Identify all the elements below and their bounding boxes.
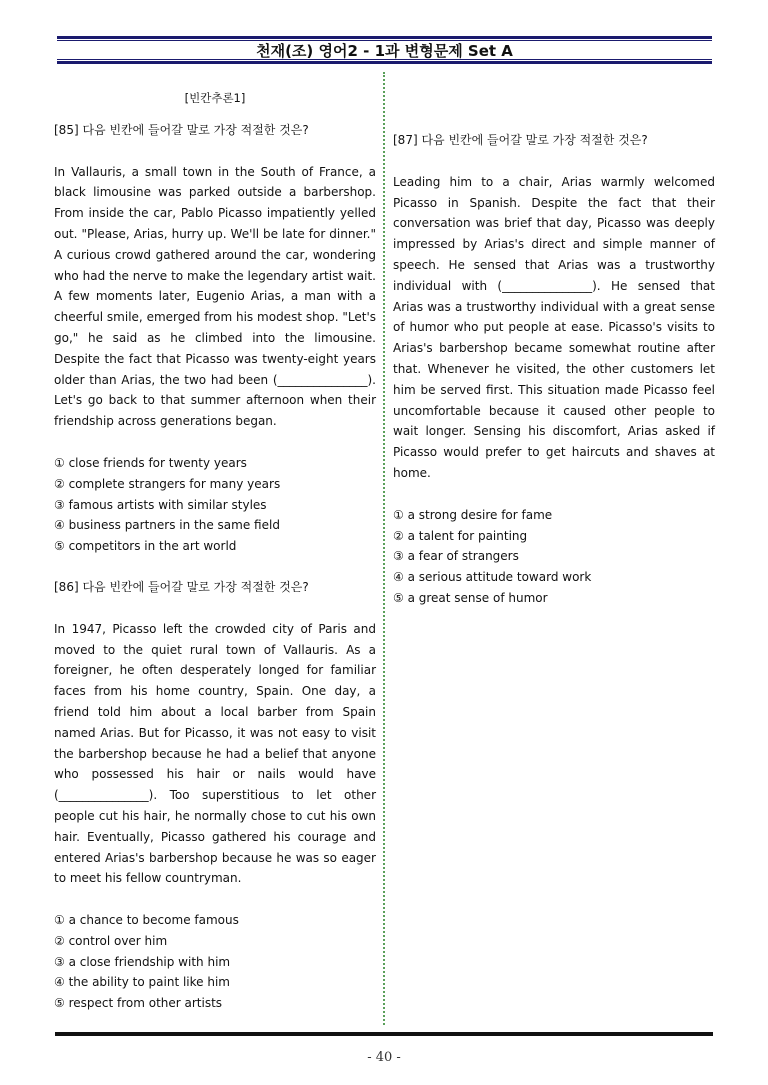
option-item: ④ a serious attitude toward work (393, 570, 592, 585)
right-column (393, 130, 715, 629)
option-item: ⑤ competitors in the art world (54, 539, 237, 554)
option-item: ② complete strangers for many years (54, 476, 281, 491)
question-85-passage: In Vallauris, a small town in the South of France, a black limousine was parked outside a barbershop. From inside the car, Pablo Picasso impatiently yelled out. "Please, Arias, hurry up. We'll be late for dinner." A curious crowd gathered around the car, wondering who had the nerve to make the legendary artist wait. A few moments later, Eugenio Arias, a man with a cheerful smile, emerged from his modest shop. "Let's go," he said as he climbed into the limousine. Despite the fact that Picasso was twenty-eight years older than Arias, the two had been (_______________). Let's go back to that summer afternoon when their friendship across generations began. (54, 164, 376, 429)
section-subhead: [빈칸추론1] (184, 91, 246, 105)
option-item: ③ a close friendship with him (54, 954, 231, 969)
page-number: - 40 - (367, 1050, 401, 1065)
footer-rule (55, 1032, 713, 1036)
option-item: ③ famous artists with similar styles (54, 497, 267, 512)
column-divider (383, 72, 385, 1025)
question-86-prompt: [86] 다음 빈칸에 들어갈 말로 가장 적절한 것은? (54, 579, 309, 594)
option-item: ① a strong desire for fame (393, 507, 553, 522)
question-85-options (54, 453, 376, 557)
question-87-prompt: [87] 다음 빈칸에 들어갈 말로 가장 적절한 것은? (393, 133, 648, 147)
option-item: ① a chance to become famous (54, 913, 239, 928)
question-85-prompt: [85] 다음 빈칸에 들어갈 말로 가장 적절한 것은? (54, 122, 309, 137)
option-item: ⑤ respect from other artists (54, 996, 223, 1011)
option-item: ④ business partners in the same field (54, 518, 280, 533)
option-item: ③ a fear of strangers (393, 549, 519, 564)
page-header (57, 36, 712, 64)
option-item: ② a talent for painting (393, 528, 528, 543)
question-86-passage: In 1947, Picasso left the crowded city of Paris and moved to the quiet rural town of Vallauris. As a foreigner, he often desperately longed for familiar faces from his home country, Spain. One day, a friend told him about a local barber from Spain named Arias. But for Picasso, it was not easy to visit the barbershop because he had a belief that anyone who possessed his hair or nails would have (_______________). Too superstitious to let other people cut his hair, he normally chose to cut his own hair. Eventually, Picasso gathered his courage and entered Arias's barbershop because he was so eager to meet his fellow countryman. (54, 621, 376, 886)
option-item: ④ the ability to paint like him (54, 975, 230, 990)
question-87-passage: Leading him to a chair, Arias warmly welcomed Picasso in Spanish. Despite the fact that their conversation was brief that day, Picasso was deeply impressed by Arias's direct and simple manner of speech. He sensed that Arias was a trustworthy individual with (_______________). He sensed that Arias was a trustworthy individual with a great sense of humor who put people at ease. Picasso's visits to Arias's barbershop became somewhat routine after that. Whenever he visited, the other customers let him be served first. This situation made Picasso feel uncomfortable because it caused other people to wait longer. Sensing his discomfort, Arias asked if Picasso would prefer to get haircuts and shaves at home. (393, 174, 715, 480)
left-column (54, 88, 376, 1034)
header-title: 천재(조) 영어2 - 1과 변형문제 Set A (256, 41, 513, 60)
option-item: ② control over him (54, 933, 168, 948)
option-item: ⑤ a great sense of humor (393, 590, 548, 605)
question-87-options (393, 505, 715, 609)
question-86-options (54, 910, 376, 1014)
option-item: ① close friends for twenty years (54, 455, 247, 470)
